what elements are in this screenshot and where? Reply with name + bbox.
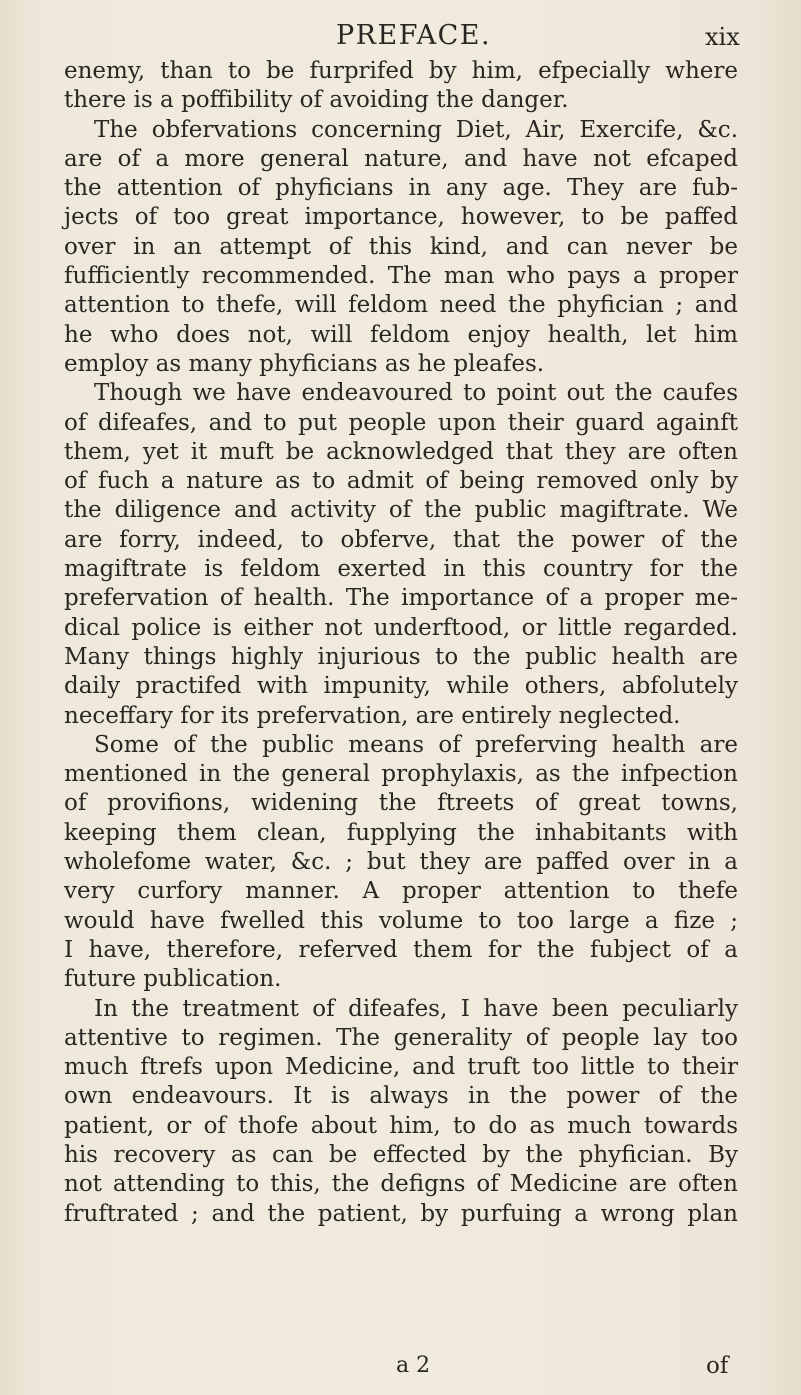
text-line: jects of too great importance, however, to be paffed <box>64 204 738 231</box>
text-line: of provifions, widening the ftreets of great towns, <box>64 790 738 817</box>
text-line: would have fwelled this volume to too large a fize ; <box>64 907 738 934</box>
text-line: of fuch a nature as to admit of being removed only by <box>64 468 738 495</box>
text-line: Though we have endeavoured to point out the caufes <box>94 380 738 407</box>
text-line: Some of the public means of preferving health are <box>94 731 738 758</box>
page-number: xix <box>705 23 740 51</box>
text-line: much ftrefs upon Medicine, and truft too little to their <box>64 1054 738 1081</box>
text-line: future publication. <box>64 966 282 993</box>
text-line: The obfervations concerning Diet, Air, Exercife, &c. <box>94 116 738 143</box>
text-line: of difeafes, and to put people upon their guard againft <box>64 409 738 436</box>
text-line: magiftrate is feldom exerted in this country for the <box>64 556 738 583</box>
text-line: dical police is either not underftood, or little regarded. <box>64 614 738 641</box>
text-line: not attending to this, the defigns of Medicine are often <box>64 1171 738 1198</box>
text-line: fruftrated ; and the patient, by purfuing a wrong plan <box>64 1200 738 1227</box>
text-line: attention to thefe, will feldom need the phyfician ; and <box>64 292 738 319</box>
signature-mark: a 2 <box>396 1353 431 1378</box>
text-line: prefervation of health. The importance of a proper me- <box>64 585 738 612</box>
catchword: of <box>706 1353 729 1379</box>
text-line: over in an attempt of this kind, and can never be <box>64 233 738 260</box>
text-line: Many things highly injurious to the public health are <box>64 643 738 670</box>
text-line: the attention of phyficians in any age. They are fub- <box>64 175 738 202</box>
text-line: neceffary for its prefervation, are entirely neglected. <box>64 702 681 729</box>
text-line: the diligence and activity of the public magiftrate. We <box>64 497 738 524</box>
text-line: are forry, indeed, to obferve, that the power of the <box>64 526 738 553</box>
running-head: PREFACE. <box>336 20 492 51</box>
text-line: there is a poffibility of avoiding the danger. <box>64 87 569 114</box>
text-line: enemy, than to be furprifed by him, efpecially where <box>64 58 738 84</box>
text-line: attentive to regimen. The generality of people lay too <box>64 1024 738 1051</box>
text-line: his recovery as can be effected by the phyfician. By <box>64 1141 738 1168</box>
text-line: In the treatment of difeafes, I have been peculiarly <box>94 995 738 1022</box>
text-line: mentioned in the general prophylaxis, as the infpection <box>64 761 738 788</box>
page-footer <box>0 1352 801 1382</box>
text-line: are of a more general nature, and have not efcaped <box>64 145 738 172</box>
text-line: very curfory manner. A proper attention to thefe <box>64 878 738 905</box>
text-line: I have, therefore, referved them for the fubject of a <box>64 936 738 963</box>
text-line: fufficiently recommended. The man who pays a proper <box>64 263 738 290</box>
text-line: keeping them clean, fupplying the inhabitants with <box>64 819 738 846</box>
text-line: he who does not, will feldom enjoy health, let him <box>64 321 738 348</box>
text-line: wholefome water, &c. ; but they are paffed over in a <box>64 849 738 876</box>
text-line: own endeavours. It is always in the power of the <box>64 1083 738 1110</box>
page-header <box>0 14 801 54</box>
preface-body-text <box>64 57 738 1229</box>
text-line: patient, or of thofe about him, to do as much towards <box>64 1112 738 1139</box>
text-line: daily practifed with impunity, while others, abfolutely <box>64 673 738 700</box>
text-line: employ as many phyficians as he pleafes. <box>64 350 545 377</box>
text-line: them, yet it muft be acknowledged that they are often <box>64 438 738 465</box>
